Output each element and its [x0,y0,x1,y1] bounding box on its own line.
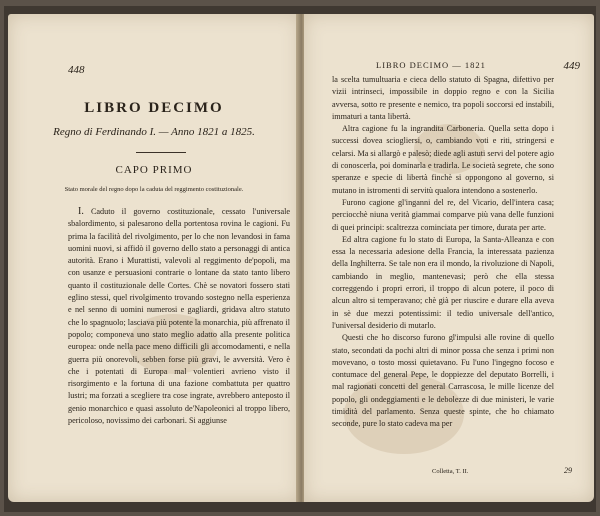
book-spread [4,6,596,512]
paragraph: Ed altra cagione fu lo stato di Europa, la Santa-Alleanza e con essa la necessaria adesione della Francia, la interessata pazienza della Inghilterra. Se tale non era il mondo, la rivoluzione di Napoli, cambiando in meglio, mantenevasi; però che ella stessa correggendo i propri errori, il troppo di alcun potere, il poco di alcun altro si temperavano; chè già per riuscire e durare ella aveva in sè due mezzi potentissimi: il tedio universale dell'antico, l'universal desiderio di mutarlo. [332,234,554,330]
left-page [8,14,300,502]
drop-initial: I. [78,206,84,217]
signature-number: 29 [564,466,572,475]
chapter-summary: Stato morale del regno dopo la caduta del reggimento costituzionale. [64,186,244,193]
right-page [304,14,594,502]
running-head: LIBRO DECIMO — 1821 [376,60,486,70]
paragraph: Furono cagione gl'inganni del re, del Vicario, dell'intera casa; perciocchè niuna verità giammai comparve più vana delle funzioni di quei principi: scaltrezza cominciata per timore, durata per arte. [332,197,554,232]
left-text-column [68,206,290,427]
paragraph: Altra cagione fu la ingrandita Carboneria. Quella setta dopo i successi dovea sciogliersi, o, cambiando voti e riti, stringersi e celarsi. Ma si allargò e palesò; diede agli astuti servi del potere agio di conoscerla, poi dominarla e tradirla. Le società segrete, che sono speranze e specie di libertà finchè si oppongono al governo, si mutano in istromenti di servitù qualora intendono a sostenerlo. [332,124,554,195]
book-title: LIBRO DECIMO [84,100,224,116]
printer-signature: Colletta, T. II. [432,468,469,475]
paragraph-text: Caduto il governo costituzionale, cessato l'universale sbalordimento, si palesarono della portentosa rovina le cagioni. Fu prima la facilità del rivolgimento, per lo che non levandosi in fama uomini nuovi, si affidò il governo dello stato a personaggi di antica autorità. Erano i Murattisti, valevoli al reggimento de'popoli, ma con usanze e persuasioni contrarie o lontane da stato tanto libero quanto il costituzionale delle Cortes. Chè se novatori fossero stati eglino stessi, quel rivolgimento trovando sostegno nella esperienza e nel senno di uomini numerosi e gagliardi, gridava altro statuto che lo spagnuolo; lasciava più potente la monarchia, più affrenato il popolo; componeva uno stato meglio adatto alla presente politica europea: onde nella pace meno difficili gli accomodamenti, e nella guerra più onorevoli, sebben forse più gravi, le avversità. Vero è che i potentati di Europa mal volentieri avrieno visto il risorgimento e la fortuna di una fazione combattuta per quattro lustri; ma forzati a scegliere tra cose ingrate, avrebbero anteposto il genio monarchico e quasi assoluto de'Napoleonici al troppo libero, pericoloso, novissimo dei carbonari. Si aggiunse [68,207,290,426]
page-number: 448 [68,64,85,76]
paragraph [68,206,290,427]
title-rule [136,152,186,153]
right-text-column [332,74,554,431]
reign-subtitle: Regno di Ferdinando I. — Anno 1821 a 1825. [53,126,255,138]
chapter-heading: CAPO PRIMO [115,164,193,176]
paragraph: la scelta tumultuaria e cieca dello statuto di Spagna, difettivo per vizii intrinseci, impossibile in doppio regno e con la Sicilia avversa, sotto re presente e nemico, tra popoli soccorsi ed instabili, immaturi a tanta libertà. [332,75,554,121]
page-number: 449 [563,60,580,72]
paragraph: Questi che ho discorso furono gl'impulsi alle rovine di quello stato, secondati da pochi altri di minor possa che senza i primi non movevano, o tosto mossi quietavano. Fu l'uno l'ingegno focoso e contumace del general Pepe, le doppiezze del deputato Borrelli, i mal ragionati concetti del general Carrascosa, le mille licenze del popolo, gli ondeggiamenti e le debolezze di due ministeri, le varie timidità del parlamento. Senza queste spinte, che ho chiamato seconde, pure lo stato cadeva ma per [332,333,554,429]
